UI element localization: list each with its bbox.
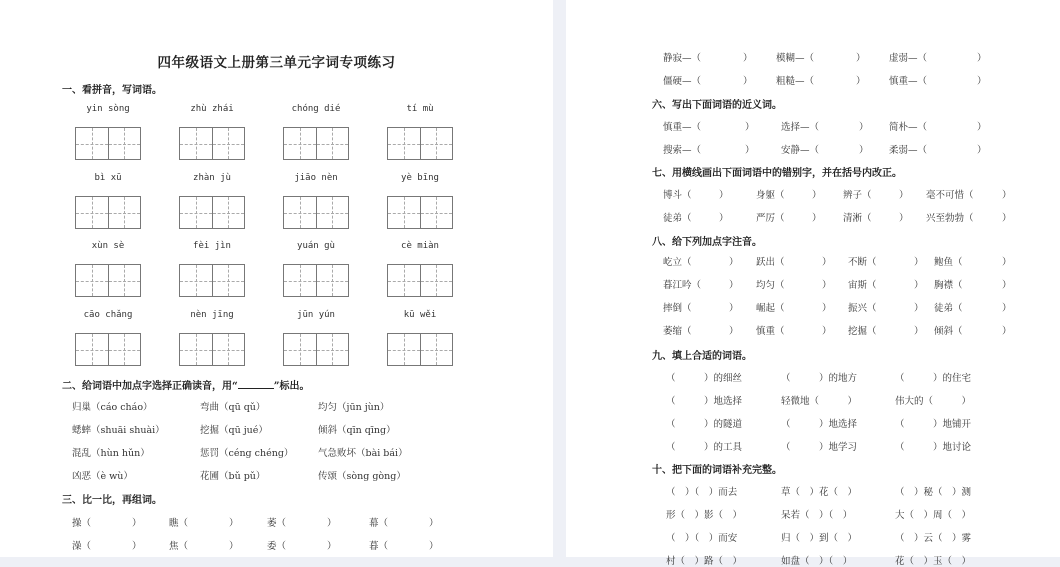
word-item: 毫不可惜（: [926, 190, 974, 201]
close-paren: ）: [914, 257, 924, 268]
word-item: 慎重—（: [663, 122, 702, 133]
close-paren: ）: [822, 280, 832, 291]
word-item: 均匀（: [756, 280, 785, 291]
grid-cell[interactable]: [213, 128, 245, 159]
compare-item: 澡（: [72, 541, 92, 552]
close-paren: ）: [327, 518, 337, 529]
close-paren: ）: [745, 145, 755, 156]
word-item: （ ）地铺开: [895, 419, 972, 430]
word-item: 僵硬—（: [663, 76, 702, 87]
close-paren: ）: [743, 53, 753, 64]
writing-grid[interactable]: [283, 196, 349, 229]
pronunciation-item: 花圃（bǔ pǔ）: [200, 471, 266, 482]
close-paren: ）: [977, 145, 987, 156]
pinyin-label: fèi jìn: [193, 241, 231, 251]
close-paren: ）: [812, 213, 822, 224]
writing-grid[interactable]: [75, 264, 141, 297]
close-paren: ）: [914, 303, 924, 314]
close-paren: ）: [977, 53, 987, 64]
word-item: 跃出（: [756, 257, 785, 268]
grid-cell[interactable]: [317, 197, 349, 228]
close-paren: ）: [429, 518, 439, 529]
pinyin-label: yin sòng: [86, 104, 130, 114]
pinyin-label: nèn jīng: [190, 310, 234, 320]
word-item: 胸襟（: [934, 280, 963, 291]
writing-grid[interactable]: [387, 196, 453, 229]
grid-cell[interactable]: [109, 197, 141, 228]
pronunciation-item: 气急败坏（bài bái）: [318, 448, 408, 459]
close-paren: ）: [1002, 326, 1012, 337]
close-paren: ）: [822, 303, 832, 314]
word-item: 归（ ）到（ ）: [781, 533, 858, 544]
word-item: 徒弟（: [663, 213, 692, 224]
grid-cell[interactable]: [284, 334, 317, 365]
pinyin-label: zhù zhái: [190, 104, 234, 114]
word-item: 粗糙—（: [776, 76, 815, 87]
pinyin-label: jūn yún: [297, 310, 335, 320]
word-item: 简朴—（: [889, 122, 928, 133]
writing-grid[interactable]: [179, 127, 245, 160]
word-item: （ ）的住宅: [895, 373, 972, 384]
pinyin-label: yè bīng: [401, 173, 439, 183]
section-1-heading: 一、看拼音，写词语。: [62, 85, 162, 96]
word-item: （ ）地选择: [666, 396, 743, 407]
close-paren: ）: [1002, 213, 1012, 224]
pronunciation-item: 传颂（sòng gòng）: [318, 471, 406, 482]
word-item: （ ）的地方: [781, 373, 858, 384]
word-item: 村（ ）路（ ）: [666, 556, 743, 567]
writing-grid[interactable]: [387, 333, 453, 366]
compare-item: 焦（: [169, 541, 189, 552]
writing-grid[interactable]: [283, 333, 349, 366]
word-item: 慎重—（: [889, 76, 928, 87]
word-item: 呆若（ ）（ ）: [781, 510, 853, 521]
close-paren: ）: [1002, 280, 1012, 291]
writing-grid[interactable]: [387, 264, 453, 297]
word-item: 安静—（: [781, 145, 820, 156]
compare-item: 委（: [267, 541, 287, 552]
grid-cell[interactable]: [109, 128, 141, 159]
grid-cell[interactable]: [421, 334, 453, 365]
grid-cell[interactable]: [180, 265, 213, 296]
close-paren: ）: [729, 326, 739, 337]
word-item: 倾斜（: [934, 326, 963, 337]
grid-cell[interactable]: [421, 197, 453, 228]
section-3-heading: 三、比一比，再组词。: [62, 495, 162, 506]
grid-cell[interactable]: [180, 128, 213, 159]
word-item: （ ）的细丝: [666, 373, 743, 384]
pinyin-label: kū wěi: [403, 310, 437, 320]
page-title: 四年级语文上册第三单元字词专项练习: [157, 55, 396, 71]
word-item: （ ）云（ ）雾: [895, 533, 972, 544]
word-item: 大（ ）周（ ）: [895, 510, 972, 521]
pinyin-label: cāo chǎng: [83, 310, 133, 320]
word-item: 草（ ）花（ ）: [781, 487, 858, 498]
word-item: （ ）的工具: [666, 442, 743, 453]
pinyin-label: zhàn jù: [193, 173, 231, 183]
compare-item: 瞧（: [169, 518, 189, 529]
word-item: 柔弱—（: [889, 145, 928, 156]
close-paren: ）: [132, 541, 142, 552]
pinyin-label: cè miàn: [401, 241, 439, 251]
close-paren: ）: [729, 280, 739, 291]
pinyin-label: jiāo nèn: [294, 173, 338, 183]
grid-cell[interactable]: [109, 334, 141, 365]
grid-cell[interactable]: [213, 265, 245, 296]
compare-item: 暮（: [369, 541, 389, 552]
grid-cell[interactable]: [388, 265, 421, 296]
writing-grid[interactable]: [179, 196, 245, 229]
pronunciation-item: 弯曲（qū qǔ）: [200, 402, 266, 413]
writing-grid[interactable]: [387, 127, 453, 160]
grid-cell[interactable]: [109, 265, 141, 296]
compare-item: 萎（: [267, 518, 287, 529]
document-page-right: [566, 0, 1060, 567]
word-item: （ ）（ ）而安: [666, 533, 738, 544]
grid-cell[interactable]: [76, 128, 109, 159]
word-item: 静寂—（: [663, 53, 702, 64]
grid-cell[interactable]: [388, 334, 421, 365]
close-paren: ）: [856, 76, 866, 87]
close-paren: ）: [1002, 303, 1012, 314]
close-paren: ）: [743, 76, 753, 87]
word-item: 辨子（: [843, 190, 872, 201]
word-item: 振兴（: [848, 303, 877, 314]
writing-grid[interactable]: [75, 127, 141, 160]
underline-sample: [238, 380, 274, 389]
close-paren: ）: [745, 122, 755, 133]
close-paren: ）: [132, 518, 142, 529]
pronunciation-item: 蟋蟀（shuāi shuài）: [72, 425, 165, 436]
close-paren: ）: [822, 257, 832, 268]
word-item: 崛起（: [756, 303, 785, 314]
word-item: （ ）秘（ ）测: [895, 487, 972, 498]
close-paren: ）: [812, 190, 822, 201]
close-paren: ）: [914, 326, 924, 337]
close-paren: ）: [856, 53, 866, 64]
word-item: 清淅（: [843, 213, 872, 224]
writing-grid[interactable]: [179, 333, 245, 366]
section-2-heading: 二、给词语中加点字选择正确读音，用“ ”标出。: [62, 381, 310, 392]
compare-item: 操（: [72, 518, 92, 529]
close-paren: ）: [1002, 190, 1012, 201]
pronunciation-item: 均匀（jūn jùn）: [318, 402, 390, 413]
grid-cell[interactable]: [388, 128, 421, 159]
writing-grid[interactable]: [75, 196, 141, 229]
section-10-heading: 十、把下面的词语补充完整。: [652, 465, 782, 476]
pinyin-label: xùn sè: [91, 241, 125, 251]
word-item: 身躯（: [756, 190, 785, 201]
close-paren: ）: [719, 213, 729, 224]
grid-cell[interactable]: [317, 128, 349, 159]
word-item: 如盘（ ）（ ）: [781, 556, 853, 567]
close-paren: ）: [899, 190, 909, 201]
grid-cell[interactable]: [388, 197, 421, 228]
word-item: 兴至勃勃（: [926, 213, 974, 224]
word-item: 轻微地（ ）: [781, 396, 858, 407]
word-item: 宙斯（: [848, 280, 877, 291]
pronunciation-item: 混乱（hùn hǔn）: [72, 448, 150, 459]
grid-cell[interactable]: [76, 265, 109, 296]
grid-cell[interactable]: [76, 197, 109, 228]
word-item: 虚弱—（: [889, 53, 928, 64]
compare-item: 幕（: [369, 518, 389, 529]
writing-grid[interactable]: [283, 264, 349, 297]
close-paren: ）: [729, 257, 739, 268]
close-paren: ）: [729, 303, 739, 314]
grid-cell[interactable]: [317, 334, 349, 365]
word-item: 摔倒（: [663, 303, 692, 314]
section-9-heading: 九、填上合适的词语。: [652, 351, 752, 362]
grid-cell[interactable]: [284, 265, 317, 296]
word-item: 不断（: [848, 257, 877, 268]
grid-cell[interactable]: [213, 197, 245, 228]
grid-cell[interactable]: [284, 128, 317, 159]
word-item: 鲍鱼（: [934, 257, 963, 268]
pinyin-label: tí mù: [406, 104, 434, 114]
pronunciation-item: 惩罚（céng chéng）: [200, 448, 294, 459]
pinyin-label: bì xū: [94, 173, 122, 183]
word-item: 慎重（: [756, 326, 785, 337]
word-item: 形（ ）影（ ）: [666, 510, 743, 521]
word-item: 花（ ）玉（ ）: [895, 556, 972, 567]
word-item: （ ）地讨论: [895, 442, 972, 453]
grid-cell[interactable]: [180, 334, 213, 365]
close-paren: ）: [859, 145, 869, 156]
grid-cell[interactable]: [317, 265, 349, 296]
word-item: 选择—（: [781, 122, 820, 133]
word-item: 萎缩（: [663, 326, 692, 337]
pronunciation-item: 凶恶（è wù）: [72, 471, 133, 482]
writing-grid[interactable]: [179, 264, 245, 297]
close-paren: ）: [327, 541, 337, 552]
grid-cell[interactable]: [180, 197, 213, 228]
word-item: 模糊—（: [776, 53, 815, 64]
word-item: 博斗（: [663, 190, 692, 201]
word-item: 徒弟（: [934, 303, 963, 314]
close-paren: ）: [859, 122, 869, 133]
pronunciation-item: 归巢（cáo cháo）: [72, 402, 153, 413]
writing-grid[interactable]: [75, 333, 141, 366]
grid-cell[interactable]: [284, 197, 317, 228]
close-paren: ）: [719, 190, 729, 201]
pinyin-label: chóng dié: [291, 104, 341, 114]
word-item: （ ）地学习: [781, 442, 858, 453]
word-item: （ ）的隧道: [666, 419, 743, 430]
close-paren: ）: [822, 326, 832, 337]
grid-cell[interactable]: [421, 265, 453, 296]
grid-cell[interactable]: [76, 334, 109, 365]
pronunciation-item: 挖掘（qū jué）: [200, 425, 268, 436]
word-item: 挖掘（: [848, 326, 877, 337]
word-item: （ ）地选择: [781, 419, 858, 430]
close-paren: ）: [899, 213, 909, 224]
word-item: （ ）（ ）而去: [666, 487, 738, 498]
close-paren: ）: [977, 76, 987, 87]
writing-grid[interactable]: [283, 127, 349, 160]
grid-cell[interactable]: [213, 334, 245, 365]
section-8-heading: 八、给下列加点字注音。: [652, 237, 762, 248]
close-paren: ）: [429, 541, 439, 552]
pronunciation-item: 倾斜（qīn qīng）: [318, 425, 396, 436]
close-paren: ）: [229, 518, 239, 529]
section-6-heading: 六、写出下面词语的近义词。: [652, 100, 782, 111]
word-item: 屹立（: [663, 257, 692, 268]
pinyin-label: yuán gù: [297, 241, 335, 251]
word-item: 严厉（: [756, 213, 785, 224]
word-item: 搜索—（: [663, 145, 702, 156]
close-paren: ）: [1002, 257, 1012, 268]
word-item: 暮江吟（: [663, 280, 702, 291]
close-paren: ）: [229, 541, 239, 552]
close-paren: ）: [914, 280, 924, 291]
section-7-heading: 七、用横线画出下面词语中的错别字，并在括号内改正。: [652, 168, 902, 179]
close-paren: ）: [977, 122, 987, 133]
word-item: 伟大的（ ）: [895, 396, 972, 407]
grid-cell[interactable]: [421, 128, 453, 159]
